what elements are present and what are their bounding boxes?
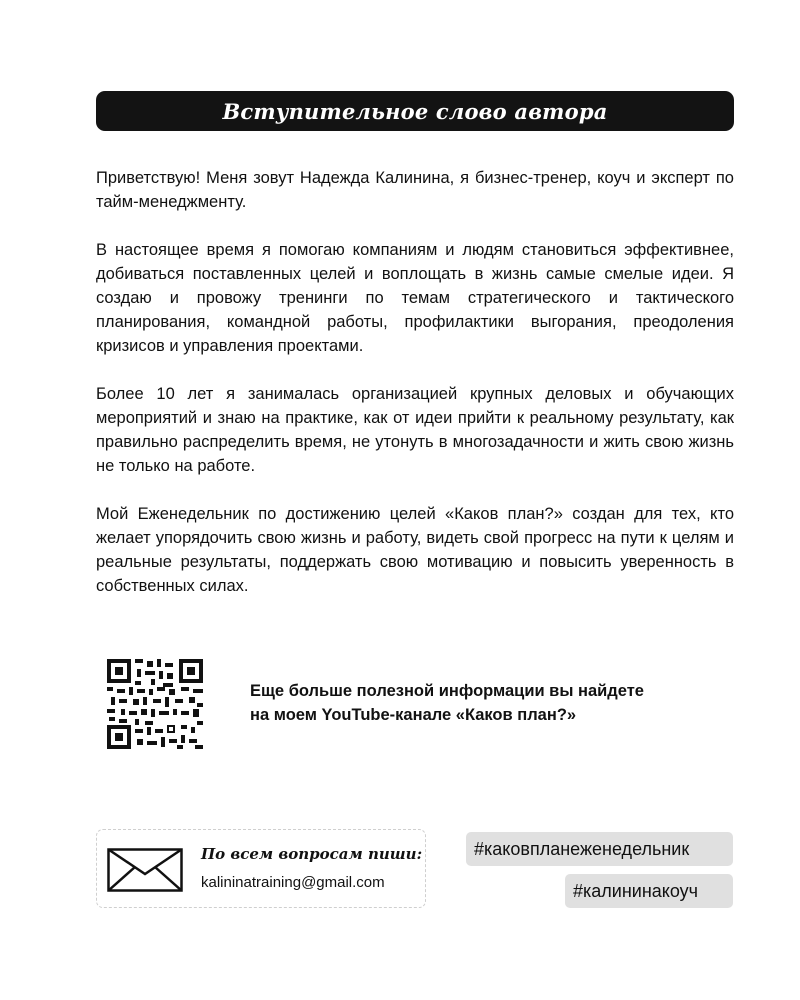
hashtag-planner[interactable]: #каковпланеженедельник [466, 832, 733, 866]
youtube-promo-line2: на моем YouTube-канале «Каков план?» [250, 706, 577, 724]
paragraph-greeting: Приветствую! Меня зовут Надежда Калинина, я бизнес-тренер, коуч и эксперт по тайм-менеджменту. [96, 169, 734, 211]
page-title: Вступительное слово автора [222, 98, 608, 124]
paragraph-planner: Мой Еженедельник по достижению целей «Каков план?» создан для тех, кто желает упорядочить свою жизнь и работу, видеть свой прогресс на пути к целям и реальные результаты, поддержать свою мотивацию и повысить уверенность в собственных силах. [96, 505, 734, 595]
intro-text [96, 166, 734, 622]
qr-code-icon[interactable] [107, 659, 203, 749]
contact-email-link[interactable]: kalininatraining@gmail.com [201, 874, 385, 891]
paragraph-work: В настоящее время я помогаю компаниям и людям становиться эффективнее, добиваться поставленных целей и воплощать в жизнь самые смелые идеи. Я создаю и провожу тренинги по темам стратегического и тактического планирования, командной работы, профилактики выгорания, преодоления кризисов и управления проектами. [96, 241, 734, 355]
hashtag-coach[interactable]: #калининакоуч [565, 874, 733, 908]
contact-box [96, 829, 426, 908]
youtube-promo-line1: Еще больше полезной информации вы найдете [250, 682, 644, 700]
paragraph-experience: Более 10 лет я занималась организацией крупных деловых и обучающих мероприятий и знаю на практике, как от идеи прийти к реальному результату, как правильно распределить время, не утонуть в многозадачности и жить свою жизнь не только на работе. [96, 385, 734, 475]
envelope-icon [107, 848, 183, 892]
youtube-promo [250, 679, 730, 727]
title-banner [96, 91, 734, 131]
contact-prompt: По всем вопросам пиши: [201, 845, 423, 863]
